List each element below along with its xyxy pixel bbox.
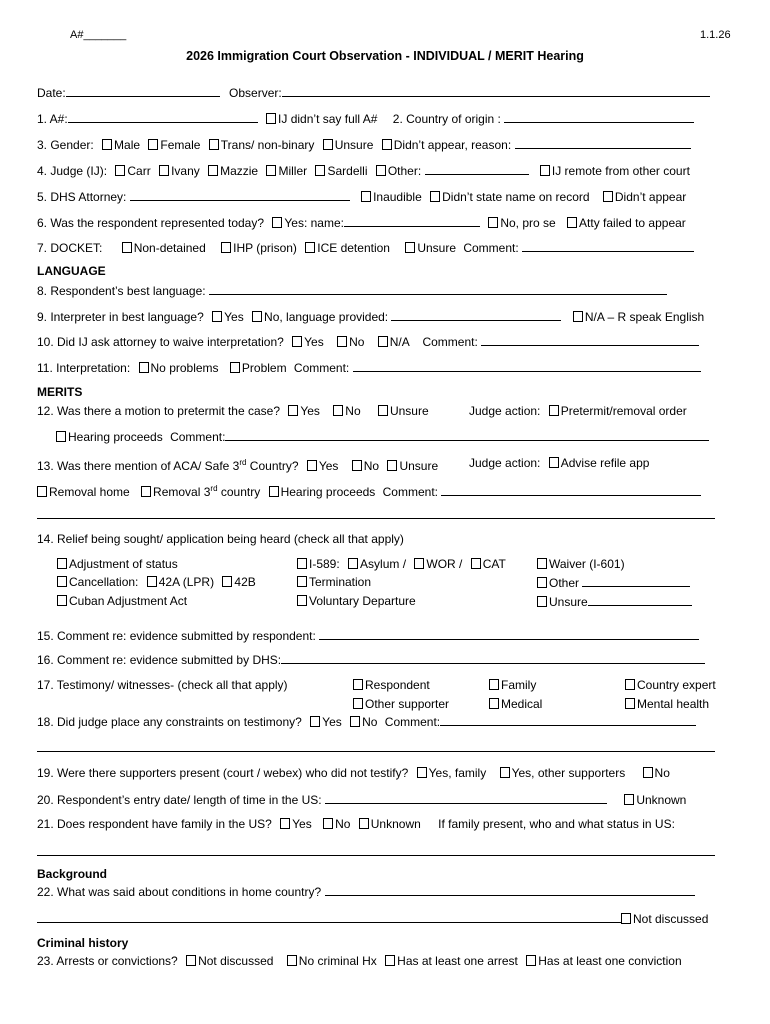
checkbox[interactable] bbox=[624, 794, 634, 805]
checkbox[interactable] bbox=[414, 558, 424, 569]
option-label: Adjustment of status bbox=[69, 557, 178, 571]
option-label: No problems bbox=[150, 361, 219, 375]
checkbox[interactable] bbox=[310, 716, 320, 727]
q14-label: 14. Relief being sought/ application being heard (check all that apply) bbox=[37, 532, 404, 546]
version-number: 1.1.26 bbox=[700, 29, 731, 41]
option-label: Male bbox=[114, 138, 141, 152]
family-followup-label: If family present, who and what status in US: bbox=[438, 817, 675, 831]
checkbox[interactable] bbox=[323, 139, 333, 150]
checkbox[interactable] bbox=[297, 558, 307, 569]
checkbox[interactable] bbox=[488, 217, 498, 228]
option-label: Yes bbox=[300, 404, 320, 418]
comment-label: Comment: bbox=[293, 361, 350, 375]
option-label: N/A bbox=[389, 335, 410, 349]
option-label: Yes: name: bbox=[284, 216, 344, 230]
option-label: Not discussed bbox=[198, 954, 274, 968]
writing-line[interactable] bbox=[37, 855, 715, 856]
checkbox[interactable] bbox=[272, 217, 282, 228]
checkbox[interactable] bbox=[280, 818, 290, 829]
option-label: No bbox=[654, 766, 670, 780]
option-label: 42A (LPR) bbox=[158, 575, 215, 589]
option-label: Hearing proceeds bbox=[68, 430, 163, 444]
checkbox[interactable] bbox=[385, 955, 395, 966]
q9-label: 9. Interpreter in best language? bbox=[37, 310, 204, 324]
option-label: Mazzie bbox=[220, 164, 259, 178]
relief-option bbox=[537, 557, 625, 571]
q13-row bbox=[37, 456, 438, 473]
checkbox[interactable] bbox=[212, 311, 222, 322]
date-observer-row bbox=[37, 85, 710, 100]
option-label: Didn’t state name on record bbox=[442, 190, 590, 204]
comment-label: Comment: bbox=[384, 715, 441, 729]
checkbox[interactable] bbox=[567, 217, 577, 228]
checkbox[interactable] bbox=[348, 558, 358, 569]
comment-field[interactable] bbox=[225, 429, 709, 441]
q11-row bbox=[37, 360, 701, 375]
option-label: Yes bbox=[318, 459, 339, 473]
comment-field[interactable] bbox=[319, 628, 699, 640]
option-label: Has at least one conviction bbox=[538, 954, 682, 968]
section-heading-background: Background bbox=[37, 867, 108, 881]
option-label: No bbox=[349, 335, 365, 349]
option-label: IJ remote from other court bbox=[551, 164, 690, 178]
option-label: Mental health bbox=[637, 697, 710, 711]
judge-action-label: Judge action: bbox=[469, 456, 541, 470]
checkbox[interactable] bbox=[221, 242, 231, 253]
option-label: Other supporter bbox=[365, 697, 450, 711]
checkbox[interactable] bbox=[57, 595, 67, 606]
comment-field[interactable] bbox=[481, 334, 699, 346]
checkbox[interactable] bbox=[405, 242, 415, 253]
checkbox[interactable] bbox=[147, 576, 157, 587]
option-label: No criminal Hx bbox=[298, 954, 377, 968]
checkbox[interactable] bbox=[307, 460, 317, 471]
checkbox[interactable] bbox=[159, 165, 169, 176]
checkbox[interactable] bbox=[489, 679, 499, 690]
checkbox[interactable] bbox=[337, 336, 347, 347]
option-label: Other bbox=[549, 576, 580, 590]
checkbox[interactable] bbox=[430, 191, 440, 202]
option-label: Cuban Adjustment Act bbox=[69, 594, 188, 608]
relief-option bbox=[297, 594, 416, 608]
witness-option bbox=[625, 697, 709, 711]
checkbox[interactable] bbox=[378, 405, 388, 416]
option-label: ICE detention bbox=[317, 241, 390, 255]
q18-row bbox=[37, 714, 696, 729]
section-heading-criminal-history: Criminal history bbox=[37, 936, 129, 950]
option-label: Yes bbox=[224, 310, 244, 324]
checkbox[interactable] bbox=[269, 486, 279, 497]
observer-field[interactable] bbox=[282, 85, 710, 97]
checkbox[interactable] bbox=[359, 818, 369, 829]
option-label: Unknown bbox=[370, 817, 421, 831]
q11-label: 11. Interpretation: bbox=[37, 361, 131, 375]
option-label: No, language provided: bbox=[264, 310, 389, 324]
q13-row-2 bbox=[37, 482, 701, 499]
observer-label: Observer: bbox=[229, 86, 282, 100]
q22-label: 22. What was said about conditions in home country? bbox=[37, 885, 322, 899]
q1-row bbox=[37, 111, 694, 126]
q12-label: 12. Was there a motion to pretermit the case? bbox=[37, 404, 281, 418]
checkbox[interactable] bbox=[139, 362, 149, 373]
option-label: No bbox=[363, 459, 380, 473]
checkbox[interactable] bbox=[148, 139, 158, 150]
checkbox[interactable] bbox=[537, 577, 547, 588]
q4-label: 4. Judge (IJ): bbox=[37, 164, 108, 178]
option-label: Yes, family bbox=[428, 766, 487, 780]
option-label: 42B bbox=[234, 575, 256, 589]
comment-label: Comment: bbox=[422, 335, 478, 349]
option-label: Yes bbox=[322, 715, 342, 729]
q12-row bbox=[37, 404, 429, 418]
q3-row bbox=[37, 137, 691, 152]
option-label: Sardelli bbox=[327, 164, 368, 178]
q20-label: 20. Respondent’s entry date/ length of time in the US: bbox=[37, 793, 322, 807]
comment-field[interactable] bbox=[281, 652, 705, 664]
checkbox[interactable] bbox=[222, 576, 232, 587]
checkbox[interactable] bbox=[625, 698, 635, 709]
dhs-attorney-field[interactable] bbox=[130, 189, 350, 201]
checkbox[interactable] bbox=[209, 139, 219, 150]
checkbox[interactable] bbox=[471, 558, 481, 569]
option-label: I-589: bbox=[309, 557, 340, 571]
writing-line[interactable] bbox=[37, 751, 715, 752]
comment-field[interactable] bbox=[440, 714, 696, 726]
option-label: No, pro se bbox=[500, 216, 556, 230]
option-label: Advise refile app bbox=[560, 456, 650, 470]
checkbox[interactable] bbox=[292, 336, 302, 347]
conditions-field[interactable] bbox=[325, 884, 695, 896]
option-label: Has at least one arrest bbox=[397, 954, 518, 968]
option-label: Trans/ non-binary bbox=[220, 138, 315, 152]
checkbox[interactable] bbox=[315, 165, 325, 176]
option-label: N/A – R speak English bbox=[584, 310, 705, 324]
attorney-name-field[interactable] bbox=[344, 215, 480, 227]
country-of-origin-field[interactable] bbox=[504, 111, 694, 123]
checkbox[interactable] bbox=[603, 191, 613, 202]
checkbox[interactable] bbox=[352, 460, 362, 471]
option-label: Inaudible bbox=[373, 190, 422, 204]
witness-option bbox=[489, 697, 542, 711]
relief-option bbox=[537, 575, 690, 590]
q16-label: 16. Comment re: evidence submitted by DHS: bbox=[37, 653, 282, 667]
witness-option bbox=[353, 697, 449, 711]
q6-row bbox=[37, 215, 686, 230]
option-label: IHP (prison) bbox=[233, 241, 297, 255]
checkbox[interactable] bbox=[417, 767, 427, 778]
option-label: CAT bbox=[482, 557, 506, 571]
checkbox[interactable] bbox=[252, 311, 262, 322]
best-language-field[interactable] bbox=[209, 283, 667, 295]
option-label: Waiver (I-601) bbox=[549, 557, 625, 571]
checkbox[interactable] bbox=[186, 955, 196, 966]
q7-label: 7. DOCKET: bbox=[37, 241, 103, 255]
witness-option bbox=[489, 678, 536, 692]
comment-label: Comment: bbox=[382, 485, 438, 499]
option-label: Non-detained bbox=[133, 241, 206, 255]
a-number-field[interactable] bbox=[68, 111, 258, 123]
option-label: Yes bbox=[304, 335, 324, 349]
q16-row bbox=[37, 652, 705, 667]
reason-field[interactable] bbox=[515, 137, 691, 149]
checkbox[interactable] bbox=[122, 242, 132, 253]
conditions-field-2[interactable] bbox=[37, 911, 621, 923]
option-label: Unknown bbox=[636, 793, 687, 807]
relief-option bbox=[57, 575, 256, 589]
checkbox[interactable] bbox=[489, 698, 499, 709]
checkbox[interactable] bbox=[323, 818, 333, 829]
language-provided-field[interactable] bbox=[391, 309, 561, 321]
q8-row bbox=[37, 283, 667, 298]
q12-row-2 bbox=[56, 429, 709, 444]
q21-label: 21. Does respondent have family in the US? bbox=[37, 817, 272, 831]
checkbox[interactable] bbox=[305, 242, 315, 253]
checkbox[interactable] bbox=[57, 576, 67, 587]
unsure-field[interactable] bbox=[588, 594, 692, 606]
checkbox[interactable] bbox=[625, 679, 635, 690]
q18-label: 18. Did judge place any constraints on testimony? bbox=[37, 715, 302, 729]
checkbox[interactable] bbox=[297, 595, 307, 606]
section-heading-language: LANGUAGE bbox=[37, 264, 106, 278]
witness-option bbox=[353, 678, 430, 692]
checkbox[interactable] bbox=[537, 558, 547, 569]
option-label: Respondent bbox=[365, 678, 430, 692]
q2-label: 2. Country of origin : bbox=[392, 112, 501, 126]
option-label: Yes bbox=[292, 817, 312, 831]
relief-option bbox=[537, 594, 692, 609]
checkbox[interactable] bbox=[387, 460, 397, 471]
option-label: Atty failed to appear bbox=[579, 216, 686, 230]
checkbox[interactable] bbox=[57, 558, 67, 569]
option-label: Other: bbox=[387, 164, 422, 178]
q9-row bbox=[37, 309, 704, 324]
checkbox[interactable] bbox=[266, 113, 276, 124]
q15-label: 15. Comment re: evidence submitted by respondent: bbox=[37, 629, 316, 643]
checkbox[interactable] bbox=[37, 486, 47, 497]
judge-action-label: Judge action: bbox=[469, 404, 541, 418]
checkbox[interactable] bbox=[621, 913, 631, 924]
q19-row bbox=[37, 766, 670, 780]
checkbox[interactable] bbox=[287, 955, 297, 966]
option-label: Voluntary Departure bbox=[309, 594, 416, 608]
checkbox[interactable] bbox=[376, 165, 386, 176]
q12-judge-action bbox=[469, 404, 687, 418]
option-label: Carr bbox=[127, 164, 151, 178]
checkbox[interactable] bbox=[230, 362, 240, 373]
option-label: Family bbox=[501, 678, 537, 692]
option-label: Unsure bbox=[399, 459, 439, 473]
q21-row bbox=[37, 817, 675, 831]
option-label: Termination bbox=[309, 575, 372, 589]
checkbox[interactable] bbox=[353, 698, 363, 709]
q23-label: 23. Arrests or convictions? bbox=[37, 954, 178, 968]
q1-option: IJ didn’t say full A# bbox=[278, 112, 378, 126]
option-label: Unsure bbox=[389, 404, 429, 418]
checkbox[interactable] bbox=[537, 596, 547, 607]
checkbox[interactable] bbox=[643, 767, 653, 778]
comment-label: Comment: bbox=[170, 430, 226, 444]
checkbox[interactable] bbox=[350, 716, 360, 727]
a-number-header: A#_______ bbox=[70, 29, 127, 41]
option-label: Removal home bbox=[49, 485, 130, 499]
date-label: Date: bbox=[37, 86, 66, 100]
option-label: No bbox=[362, 715, 378, 729]
option-label: WOR / bbox=[426, 557, 463, 571]
checkbox[interactable] bbox=[526, 955, 536, 966]
checkbox[interactable] bbox=[549, 457, 559, 468]
checkbox[interactable] bbox=[102, 139, 112, 150]
other-relief-field[interactable] bbox=[582, 575, 690, 587]
other-judge-field[interactable] bbox=[425, 163, 529, 175]
q13-judge-action bbox=[469, 456, 649, 470]
checkbox[interactable] bbox=[540, 165, 550, 176]
q13-label: 13. Was there mention of ACA/ Safe 3rd Country? bbox=[37, 458, 299, 473]
witness-option bbox=[625, 678, 716, 692]
option-label: Ivany bbox=[171, 164, 200, 178]
checkbox[interactable] bbox=[208, 165, 218, 176]
option-label: Not discussed bbox=[633, 912, 709, 926]
checkbox[interactable] bbox=[115, 165, 125, 176]
q3-label: 3. Gender: bbox=[37, 138, 94, 152]
q5-row bbox=[37, 189, 686, 204]
section-heading-merits: MERITS bbox=[37, 385, 83, 399]
q19-label: 19. Were there supporters present (court / webex) who did not testify? bbox=[37, 766, 409, 780]
q10-row bbox=[37, 334, 699, 349]
q20-row bbox=[37, 792, 686, 807]
q4-row bbox=[37, 163, 690, 178]
checkbox[interactable] bbox=[573, 311, 583, 322]
option-label: Didn’t appear bbox=[614, 190, 687, 204]
option-label: Cancellation: bbox=[69, 575, 139, 589]
date-field[interactable] bbox=[66, 85, 220, 97]
checkbox[interactable] bbox=[297, 576, 307, 587]
option-label: Hearing proceeds bbox=[280, 485, 376, 499]
option-label: Didn’t appear, reason: bbox=[393, 138, 512, 152]
option-label: Unsure bbox=[334, 138, 374, 152]
checkbox[interactable] bbox=[378, 336, 388, 347]
checkbox[interactable] bbox=[266, 165, 276, 176]
relief-option bbox=[297, 575, 371, 589]
checkbox[interactable] bbox=[382, 139, 392, 150]
comment-label: Comment: bbox=[463, 241, 519, 255]
checkbox[interactable] bbox=[288, 405, 298, 416]
q6-label: 6. Was the respondent represented today? bbox=[37, 216, 265, 230]
checkbox[interactable] bbox=[141, 486, 151, 497]
q1-label: 1. A#: bbox=[37, 112, 68, 126]
comment-field[interactable] bbox=[441, 484, 701, 496]
comment-field[interactable] bbox=[353, 360, 701, 372]
writing-line[interactable] bbox=[37, 518, 715, 519]
option-label: Medical bbox=[501, 697, 543, 711]
option-label: Country expert bbox=[637, 678, 716, 692]
q15-row bbox=[37, 628, 699, 643]
q10-label: 10. Did IJ ask attorney to waive interpretation? bbox=[37, 335, 284, 349]
relief-option bbox=[57, 557, 178, 571]
checkbox[interactable] bbox=[500, 767, 510, 778]
option-label: Yes, other supporters bbox=[511, 766, 626, 780]
comment-field[interactable] bbox=[522, 240, 694, 252]
option-label: Unsure bbox=[549, 595, 588, 609]
option-label: Problem bbox=[241, 361, 287, 375]
q7-row bbox=[37, 240, 694, 255]
checkbox[interactable] bbox=[549, 405, 559, 416]
checkbox[interactable] bbox=[333, 405, 343, 416]
q23-row bbox=[37, 954, 682, 968]
checkbox[interactable] bbox=[353, 679, 363, 690]
option-label: Pretermit/removal order bbox=[560, 404, 687, 418]
q8-label: 8. Respondent’s best language: bbox=[37, 284, 206, 298]
relief-option bbox=[57, 594, 187, 608]
q22-row bbox=[37, 884, 695, 899]
option-label: Asylum / bbox=[360, 557, 407, 571]
page-title: 2026 Immigration Court Observation - INDIVIDUAL / MERIT Hearing bbox=[186, 49, 584, 63]
q5-label: 5. DHS Attorney: bbox=[37, 190, 127, 204]
checkbox[interactable] bbox=[361, 191, 371, 202]
q17-label: 17. Testimony/ witnesses- (check all that apply) bbox=[37, 678, 288, 692]
entry-date-field[interactable] bbox=[325, 792, 607, 804]
option-label: Removal 3rd country bbox=[153, 484, 261, 499]
option-label: Miller bbox=[278, 164, 308, 178]
relief-option bbox=[297, 557, 506, 571]
option-label: No bbox=[345, 404, 361, 418]
option-label: Female bbox=[160, 138, 201, 152]
option-label: No bbox=[335, 817, 351, 831]
checkbox[interactable] bbox=[56, 431, 66, 442]
q22-row-2 bbox=[37, 911, 708, 926]
option-label: Unsure bbox=[417, 241, 456, 255]
